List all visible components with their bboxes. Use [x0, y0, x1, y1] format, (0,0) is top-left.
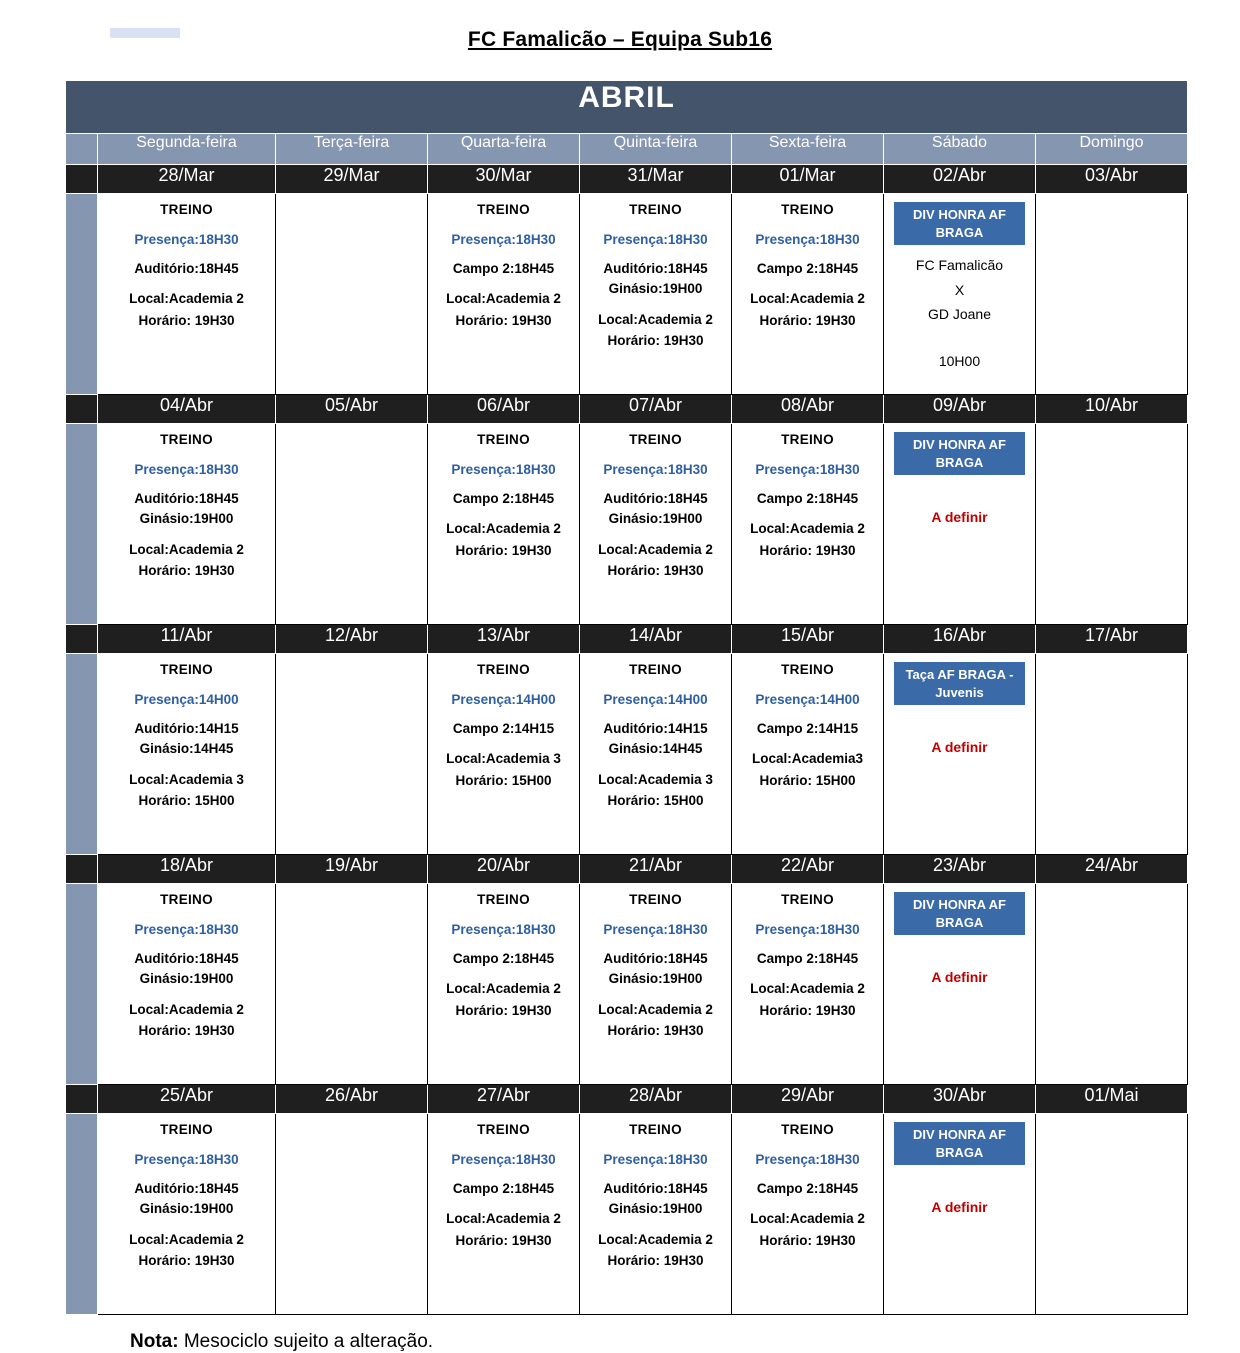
weekday-header-monday: Segunda-feira — [98, 134, 276, 165]
training-venue-time: Auditório:18H45 — [134, 261, 239, 277]
empty-day-cell — [276, 194, 428, 395]
match-status: A definir — [931, 969, 988, 986]
training-venue-times — [736, 489, 879, 509]
match-home: FC Famalicão — [915, 257, 1004, 274]
training-session-cell — [428, 424, 580, 625]
training-venue-times — [432, 719, 575, 739]
training-title: TREINO — [781, 1122, 834, 1137]
date-cell: 18/Abr — [98, 855, 276, 884]
training-presence-time: Presença:14H00 — [134, 691, 239, 707]
training-session-cell — [732, 194, 884, 395]
footer-note-text: Mesociclo sujeito a alteração. — [183, 1331, 434, 1352]
training-venue-times — [584, 949, 727, 990]
training-session-cell — [428, 654, 580, 855]
training-location: Local:Academia 2 — [129, 1231, 244, 1247]
training-venue-time: Campo 2:18H45 — [756, 261, 859, 277]
footer-note-label: Nota: — [130, 1331, 179, 1352]
empty-day-cell — [1036, 424, 1188, 625]
training-venue-times — [584, 1179, 727, 1220]
training-title: TREINO — [781, 202, 834, 217]
training-schedule: Horário: 19H30 — [455, 542, 552, 558]
date-cell: 30/Mar — [428, 165, 580, 194]
week-date-row — [66, 1085, 1188, 1114]
training-presence-time: Presença:18H30 — [134, 231, 239, 247]
week-content-row — [66, 1114, 1188, 1315]
training-presence-time: Presença:18H30 — [755, 921, 860, 937]
training-session-cell — [732, 1114, 884, 1315]
match-versus: X — [954, 281, 965, 298]
training-schedule: Horário: 19H30 — [759, 1232, 856, 1248]
training-venue-time: Auditório:18H45 — [134, 951, 239, 967]
row-gutter-date — [66, 855, 98, 884]
date-cell: 13/Abr — [428, 625, 580, 654]
week-date-row — [66, 625, 1188, 654]
training-session-cell — [580, 654, 732, 855]
date-cell: 08/Abr — [732, 395, 884, 424]
date-cell: 15/Abr — [732, 625, 884, 654]
training-schedule: Horário: 19H30 — [455, 1002, 552, 1018]
training-title: TREINO — [629, 432, 682, 447]
training-session-cell — [98, 424, 276, 625]
week-date-row — [66, 395, 1188, 424]
date-cell: 26/Abr — [276, 1085, 428, 1114]
training-schedule: Horário: 19H30 — [455, 1232, 552, 1248]
training-venue-times — [736, 259, 879, 279]
training-venue-time: Auditório:18H45 — [603, 951, 708, 967]
weekday-header-tuesday: Terça-feira — [276, 134, 428, 165]
weekday-header-row — [66, 134, 1188, 165]
training-schedule: Horário: 19H30 — [607, 1253, 704, 1269]
competition-badge: Taça AF BRAGA - Juvenis — [894, 662, 1025, 705]
training-schedule: Horário: 15H00 — [607, 793, 704, 809]
training-title: TREINO — [629, 892, 682, 907]
training-location: Local:Academia 3 — [598, 771, 713, 787]
match-status: A definir — [931, 1199, 988, 1216]
training-venue-time: Auditório:14H15 — [134, 721, 239, 737]
training-location: Local:Academia 3 — [446, 751, 561, 767]
training-venue-times — [102, 719, 271, 760]
training-title: TREINO — [160, 1122, 213, 1137]
match-status: A definir — [931, 739, 988, 756]
training-presence-time: Presença:18H30 — [134, 461, 239, 477]
training-venue-time: Ginásio:19H00 — [139, 511, 234, 527]
weekday-header-saturday: Sábado — [884, 134, 1036, 165]
date-cell: 05/Abr — [276, 395, 428, 424]
training-title: TREINO — [781, 432, 834, 447]
row-gutter — [66, 654, 98, 855]
training-venue-time: Auditório:18H45 — [134, 491, 239, 507]
competition-badge: DIV HONRA AF BRAGA — [894, 432, 1025, 475]
training-title: TREINO — [477, 892, 530, 907]
weekday-header-friday: Sexta-feira — [732, 134, 884, 165]
training-venue-time: Campo 2:18H45 — [452, 951, 555, 967]
training-venue-time: Ginásio:14H45 — [139, 741, 234, 757]
match-status: A definir — [931, 509, 988, 526]
training-schedule: Horário: 19H30 — [138, 1253, 235, 1269]
training-schedule: Horário: 19H30 — [455, 312, 552, 328]
date-cell: 31/Mar — [580, 165, 732, 194]
training-title: TREINO — [160, 202, 213, 217]
training-location: Local:Academia 2 — [598, 311, 713, 327]
calendar-container — [65, 80, 1175, 1315]
training-title: TREINO — [160, 662, 213, 677]
training-venue-time: Auditório:14H15 — [603, 721, 708, 737]
training-session-cell — [98, 884, 276, 1085]
training-location: Local:Academia 2 — [750, 981, 865, 997]
training-venue-times — [102, 1179, 271, 1220]
training-title: TREINO — [477, 1122, 530, 1137]
training-session-cell — [428, 1114, 580, 1315]
training-session-cell — [580, 194, 732, 395]
week-content-row — [66, 194, 1188, 395]
date-cell: 07/Abr — [580, 395, 732, 424]
training-venue-times — [736, 1179, 879, 1199]
match-teams — [888, 253, 1031, 327]
training-venue-time: Campo 2:18H45 — [452, 1181, 555, 1197]
training-location: Local:Academia 2 — [750, 521, 865, 537]
training-venue-times — [584, 719, 727, 760]
week-content-row — [66, 884, 1188, 1085]
empty-day-cell — [276, 1114, 428, 1315]
empty-day-cell — [276, 424, 428, 625]
training-title: TREINO — [629, 662, 682, 677]
training-venue-times — [102, 259, 271, 279]
match-cell — [884, 884, 1036, 1085]
row-gutter — [66, 884, 98, 1085]
training-venue-time: Campo 2:18H45 — [756, 491, 859, 507]
match-cell — [884, 654, 1036, 855]
competition-badge: DIV HONRA AF BRAGA — [894, 202, 1025, 245]
row-gutter — [66, 194, 98, 395]
training-venue-time: Campo 2:18H45 — [756, 951, 859, 967]
training-schedule: Horário: 19H30 — [138, 1023, 235, 1039]
training-location: Local:Academia 2 — [598, 541, 713, 557]
training-venue-times — [432, 1179, 575, 1199]
row-gutter-date — [66, 625, 98, 654]
footer-note — [130, 1331, 1240, 1353]
date-cell: 21/Abr — [580, 855, 732, 884]
training-title: TREINO — [781, 892, 834, 907]
row-gutter-header — [66, 134, 98, 165]
training-location: Local:Academia 2 — [446, 291, 561, 307]
date-cell: 14/Abr — [580, 625, 732, 654]
training-venue-times — [432, 489, 575, 509]
week-date-row — [66, 855, 1188, 884]
date-cell: 01/Mai — [1036, 1085, 1188, 1114]
training-location: Local:Academia 2 — [598, 1001, 713, 1017]
training-location: Local:Academia 2 — [446, 981, 561, 997]
training-presence-time: Presença:18H30 — [603, 1151, 708, 1167]
training-schedule: Horário: 19H30 — [759, 542, 856, 558]
empty-day-cell — [276, 654, 428, 855]
date-cell: 28/Mar — [98, 165, 276, 194]
training-schedule: Horário: 19H30 — [607, 1023, 704, 1039]
training-presence-time: Presença:18H30 — [451, 231, 556, 247]
training-schedule: Horário: 15H00 — [138, 793, 235, 809]
training-presence-time: Presença:18H30 — [134, 921, 239, 937]
week-content-row — [66, 654, 1188, 855]
date-cell: 20/Abr — [428, 855, 580, 884]
training-location: Local:Academia3 — [751, 751, 864, 767]
training-presence-time: Presença:18H30 — [603, 461, 708, 477]
date-cell: 02/Abr — [884, 165, 1036, 194]
training-venue-time: Ginásio:14H45 — [608, 741, 703, 757]
calendar-body — [66, 165, 1188, 1315]
row-gutter — [66, 424, 98, 625]
date-cell: 22/Abr — [732, 855, 884, 884]
training-venue-times — [432, 259, 575, 279]
training-session-cell — [732, 654, 884, 855]
page-title: FC Famalicão – Equipa Sub16 — [467, 28, 773, 51]
training-presence-time: Presença:18H30 — [603, 231, 708, 247]
training-session-cell — [98, 654, 276, 855]
weekday-header-thursday: Quinta-feira — [580, 134, 732, 165]
training-location: Local:Academia 2 — [129, 291, 244, 307]
row-gutter-date — [66, 395, 98, 424]
month-title: ABRIL — [66, 81, 1188, 134]
calendar-table — [65, 80, 1188, 1315]
empty-day-cell — [1036, 1114, 1188, 1315]
date-cell: 16/Abr — [884, 625, 1036, 654]
date-cell: 12/Abr — [276, 625, 428, 654]
date-cell: 03/Abr — [1036, 165, 1188, 194]
date-cell: 29/Abr — [732, 1085, 884, 1114]
empty-day-cell — [1036, 884, 1188, 1085]
training-venue-time: Campo 2:18H45 — [452, 491, 555, 507]
training-venue-time: Ginásio:19H00 — [608, 1201, 703, 1217]
date-cell: 30/Abr — [884, 1085, 1036, 1114]
training-venue-time: Campo 2:14H15 — [756, 721, 859, 737]
match-cell — [884, 424, 1036, 625]
training-venue-time: Ginásio:19H00 — [608, 971, 703, 987]
empty-day-cell — [1036, 654, 1188, 855]
match-kickoff-time: 10H00 — [938, 352, 981, 369]
training-presence-time: Presença:18H30 — [134, 1151, 239, 1167]
training-session-cell — [98, 1114, 276, 1315]
training-venue-time: Campo 2:18H45 — [452, 261, 555, 277]
training-venue-time: Auditório:18H45 — [603, 491, 708, 507]
training-schedule: Horário: 19H30 — [759, 312, 856, 328]
match-cell — [884, 194, 1036, 395]
date-cell: 09/Abr — [884, 395, 1036, 424]
weekday-header-sunday: Domingo — [1036, 134, 1188, 165]
training-title: TREINO — [477, 662, 530, 677]
date-cell: 06/Abr — [428, 395, 580, 424]
training-venue-time: Ginásio:19H00 — [608, 511, 703, 527]
row-gutter-date — [66, 1085, 98, 1114]
training-session-cell — [580, 1114, 732, 1315]
training-schedule: Horário: 19H30 — [759, 1002, 856, 1018]
competition-badge: DIV HONRA AF BRAGA — [894, 892, 1025, 935]
date-cell: 25/Abr — [98, 1085, 276, 1114]
training-session-cell — [98, 194, 276, 395]
training-schedule: Horário: 19H30 — [138, 563, 235, 579]
date-cell: 04/Abr — [98, 395, 276, 424]
training-location: Local:Academia 2 — [598, 1231, 713, 1247]
training-location: Local:Academia 2 — [446, 521, 561, 537]
date-cell: 19/Abr — [276, 855, 428, 884]
date-cell: 28/Abr — [580, 1085, 732, 1114]
row-gutter — [66, 1114, 98, 1315]
training-presence-time: Presença:14H00 — [603, 691, 708, 707]
training-venue-times — [584, 259, 727, 300]
page-corner-decoration — [110, 28, 180, 38]
training-venue-times — [102, 949, 271, 990]
date-cell: 24/Abr — [1036, 855, 1188, 884]
weekday-header-wednesday: Quarta-feira — [428, 134, 580, 165]
training-schedule: Horário: 19H30 — [138, 312, 235, 328]
date-cell: 11/Abr — [98, 625, 276, 654]
row-gutter-date — [66, 165, 98, 194]
training-presence-time: Presença:18H30 — [451, 461, 556, 477]
empty-day-cell — [1036, 194, 1188, 395]
training-title: TREINO — [160, 432, 213, 447]
training-session-cell — [580, 424, 732, 625]
training-session-cell — [732, 884, 884, 1085]
training-venue-time: Ginásio:19H00 — [139, 971, 234, 987]
match-cell — [884, 1114, 1036, 1315]
training-venue-time: Campo 2:14H15 — [452, 721, 555, 737]
training-title: TREINO — [629, 202, 682, 217]
training-location: Local:Academia 3 — [129, 771, 244, 787]
training-session-cell — [428, 194, 580, 395]
training-location: Local:Academia 2 — [446, 1211, 561, 1227]
training-venue-time: Auditório:18H45 — [603, 261, 708, 277]
training-venue-time: Auditório:18H45 — [134, 1181, 239, 1197]
training-venue-times — [584, 489, 727, 530]
training-venue-times — [432, 949, 575, 969]
training-title: TREINO — [629, 1122, 682, 1137]
training-schedule: Horário: 15H00 — [759, 772, 856, 788]
date-cell: 17/Abr — [1036, 625, 1188, 654]
training-presence-time: Presença:18H30 — [755, 461, 860, 477]
training-presence-time: Presença:18H30 — [755, 1151, 860, 1167]
training-venue-times — [736, 949, 879, 969]
month-header-row — [66, 81, 1188, 134]
training-schedule: Horário: 19H30 — [607, 563, 704, 579]
training-location: Local:Academia 2 — [750, 291, 865, 307]
training-schedule: Horário: 15H00 — [455, 772, 552, 788]
training-presence-time: Presença:18H30 — [451, 1151, 556, 1167]
training-session-cell — [732, 424, 884, 625]
match-away: GD Joane — [927, 306, 992, 323]
training-location: Local:Academia 2 — [129, 1001, 244, 1017]
training-presence-time: Presença:18H30 — [755, 231, 860, 247]
training-schedule: Horário: 19H30 — [607, 333, 704, 349]
date-cell: 27/Abr — [428, 1085, 580, 1114]
training-venue-time: Ginásio:19H00 — [608, 281, 703, 297]
training-venue-time: Ginásio:19H00 — [139, 1201, 234, 1217]
date-cell: 23/Abr — [884, 855, 1036, 884]
competition-badge: DIV HONRA AF BRAGA — [894, 1122, 1025, 1165]
training-presence-time: Presença:18H30 — [603, 921, 708, 937]
training-presence-time: Presença:14H00 — [451, 691, 556, 707]
empty-day-cell — [276, 884, 428, 1085]
training-session-cell — [580, 884, 732, 1085]
training-venue-time: Auditório:18H45 — [603, 1181, 708, 1197]
training-title: TREINO — [160, 892, 213, 907]
training-location: Local:Academia 2 — [750, 1211, 865, 1227]
training-title: TREINO — [477, 432, 530, 447]
week-content-row — [66, 424, 1188, 625]
date-cell: 10/Abr — [1036, 395, 1188, 424]
training-venue-times — [736, 719, 879, 739]
training-title: TREINO — [477, 202, 530, 217]
training-title: TREINO — [781, 662, 834, 677]
date-cell: 29/Mar — [276, 165, 428, 194]
training-venue-times — [102, 489, 271, 530]
training-presence-time: Presença:14H00 — [755, 691, 860, 707]
week-date-row — [66, 165, 1188, 194]
training-session-cell — [428, 884, 580, 1085]
training-location: Local:Academia 2 — [129, 541, 244, 557]
training-presence-time: Presença:18H30 — [451, 921, 556, 937]
date-cell: 01/Mar — [732, 165, 884, 194]
training-venue-time: Campo 2:18H45 — [756, 1181, 859, 1197]
